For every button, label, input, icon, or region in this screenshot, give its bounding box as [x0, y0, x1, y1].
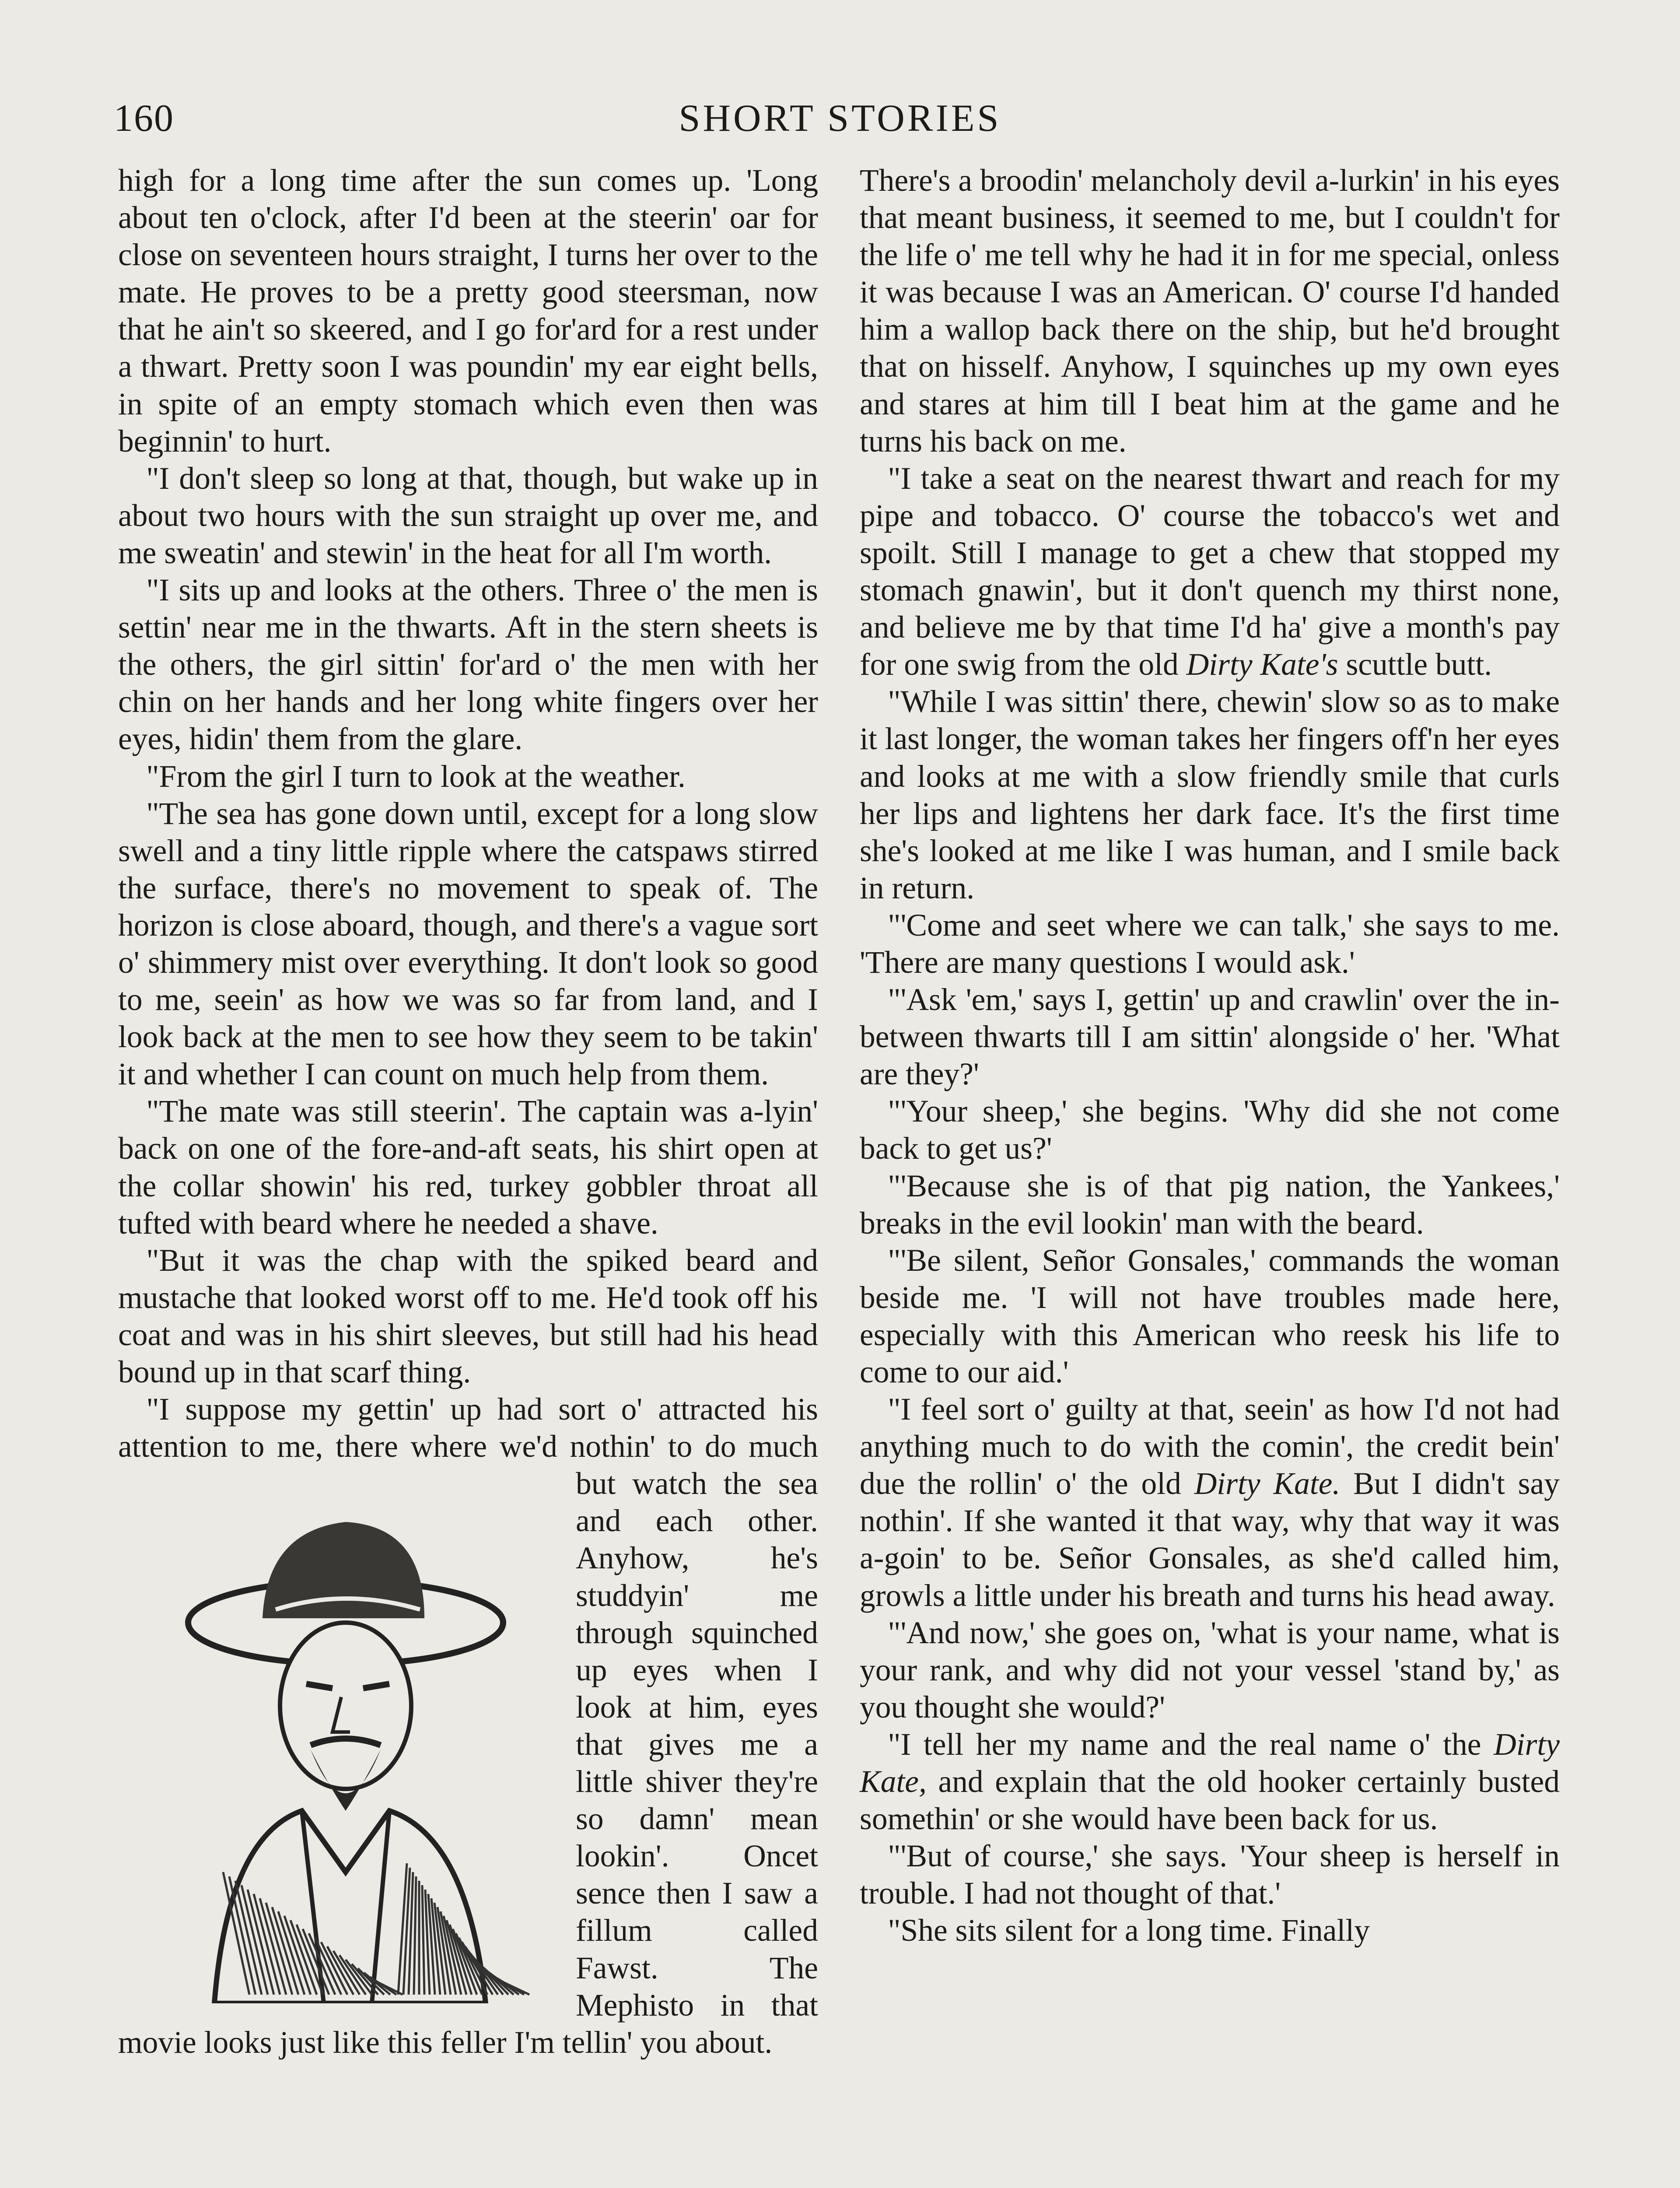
paragraph-text: "I tell her my name and the real name o' the [888, 1727, 1494, 1762]
paragraph-text: "I feel sort o' guilty at that, seein' as how I'd not had anything much to do with the comin', the credit bein' due the rollin' o' the old [860, 1392, 1560, 1501]
paragraph: "'Ask 'em,' says I, gettin' up and crawlin' over the in-between thwarts till I am sittin' alongside o' her. 'What are they?' [860, 982, 1560, 1092]
page-number: 160 [114, 97, 174, 140]
paragraph: There's a broodin' melancholy devil a-lurkin' in his eyes that meant business, it seemed to me, but I couldn't for the life o' me tell why he had it in for me special, onless it was because I was an American. O' course I'd handed him a wallop back there on the ship, but he'd brought that on hisself. Anyhow, I squinches up my own eyes and stares at him till I beat him at the game and he turns his back on me. [860, 163, 1560, 459]
page-header [114, 83, 1566, 153]
paragraph: "I don't sleep so long at that, though, but wake up in about two hours with the sun straight up over me, and me sweatin' and stewin' in the heat for all I'm worth. [118, 461, 818, 570]
paragraph-text: "I take a seat on the nearest thwart and reach for my pipe and tobacco. O' course the tobacco's wet and spoilt. Still I manage to get a chew that stopped my stomach gnawin', but it don't quench my thirst none, and believe me by that time I'd ha' give a month's pay for one swig from the old [860, 461, 1560, 682]
paragraph: "'Be silent, Señor Gonsales,' commands the woman beside me. 'I will not have troubles made here, especially with this American who reesk his life to come to our aid.' [860, 1243, 1560, 1389]
paragraph: "She sits silent for a long time. Finally [888, 1913, 1370, 1948]
paragraph-text: But I didn't say nothin'. If she wanted it that way, why that way it was a-goin' to be. Señor Gonsales, as she'd called him, growls a little under his breath and turns his head away. [860, 1466, 1560, 1613]
right-column [860, 162, 1560, 1950]
paragraph: "The mate was still steerin'. The captain was a-lyin' back on one of the fore-and-aft seats, his shirt open at the collar showin' his red, turkey gobbler throat all tufted with beard where he needed a shave. [118, 1094, 818, 1241]
paragraph: high for a long time after the sun comes up. 'Long about ten o'clock, after I'd been at the steerin' oar for close on seventeen hours straight, I turns her over to the mate. He proves to be a pretty good steersman, now that he ain't so skeered, and I go for'ard for a rest under a thwart. Pretty soon I was poundin' my ear eight bells, in spite of an empty stomach which even then was beginnin' to hurt. [118, 163, 818, 459]
bearded-man-in-hat-portrait-icon [118, 1478, 564, 2003]
paragraph: "'Come and seet where we can talk,' she says to me. 'There are many questions I would ask.' [860, 908, 1560, 980]
paragraph: "'But of course,' she says. 'Your sheep is herself in trouble. I had not thought of that.' [860, 1839, 1560, 1911]
paragraph: "'And now,' she goes on, 'what is your name, what is your rank, and why did not your vessel 'stand by,' as you thought she would?' [860, 1615, 1560, 1725]
ship-name: Dirty Kate's [1186, 647, 1338, 682]
running-title: SHORT STORIES [679, 97, 1001, 140]
left-column [118, 162, 818, 2061]
paragraph: "I suppose my gettin' up had sort o' attracted his attention to me, there where we'd nothin' to do much but watch the sea and each other. Anyhow, he's studdyin' me through squinched up eyes when I look at him, eyes that gives me a little shiver they're so damn' mean lookin'. Oncet sence then I saw a fillum called Fawst. The Mephisto in that movie looks just like this feller I'm tellin' you about. [118, 1392, 818, 2060]
paragraph [860, 460, 1560, 684]
paragraph-text: and explain that the old hooker certainly busted somethin' or she would have been back for us. [860, 1764, 1560, 1837]
paragraph: "I sits up and looks at the others. Three o' the men is settin' near me in the thwarts. Aft in the stern sheets is the others, the girl sittin' for'ard o' the men with her chin on her hands and her long white fingers over her eyes, hidin' them from the glare. [118, 573, 818, 757]
paragraph: "'Because she is of that pig nation, the Yankees,' breaks in the evil lookin' man with the beard. [860, 1168, 1560, 1241]
paragraph: "The sea has gone down until, except for a long slow swell and a tiny little ripple where the catspaws stirred the surface, there's no movement to speak of. The horizon is close aboard, though, and there's a vague sort o' shimmery mist over everything. It don't look so good to me, seein' as how we was so far from land, and I look back at the men to see how they seem to be takin' it and whether I can count on much help from them. [118, 796, 818, 1092]
ship-name: Dirty Kate, [860, 1727, 1560, 1799]
paragraph: "From the girl I turn to look at the weather. [146, 759, 686, 794]
ship-name: Dirty Kate. [1194, 1466, 1340, 1501]
paragraph: "'Your sheep,' she begins. 'Why did she not come back to get us?' [860, 1094, 1560, 1166]
paragraph [860, 1726, 1560, 1837]
paragraph-text: scuttle butt. [1338, 647, 1492, 682]
paragraph [860, 1391, 1560, 1614]
paragraph: "But it was the chap with the spiked beard and mustache that looked worst off to me. He'd took off his coat and was in his shirt sleeves, but still had his head bound up in that scarf thing. [118, 1243, 818, 1389]
paragraph: "While I was sittin' there, chewin' slow so as to make it last longer, the woman takes her fingers off'n her eyes and looks at me with a slow friendly smile that curls her lips and lightens her dark face. It's the first time she's looked at me like I was human, and I smile back in return. [860, 684, 1560, 905]
